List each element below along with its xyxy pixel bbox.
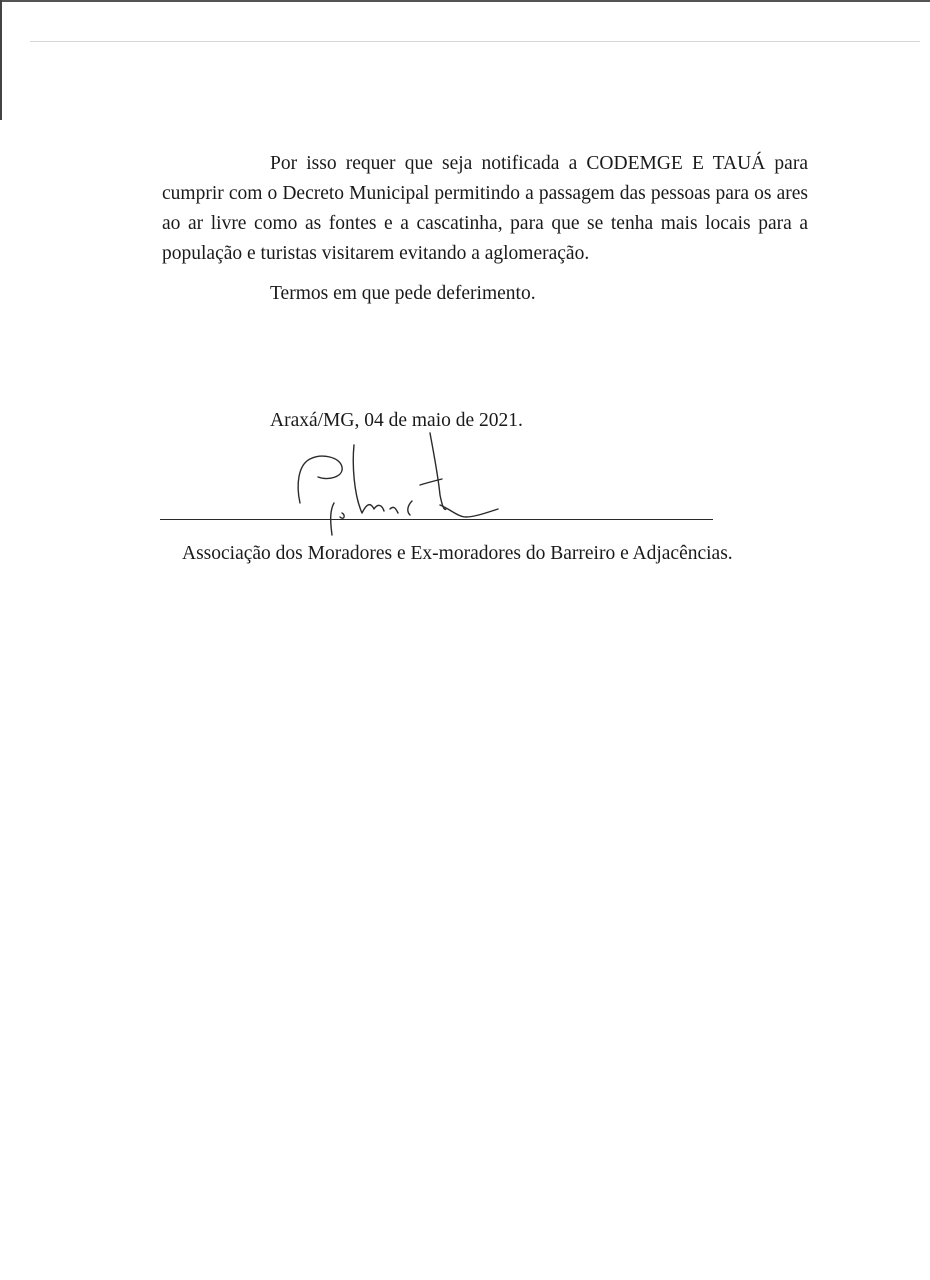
scan-artifact-line bbox=[30, 41, 920, 42]
scan-edge-top bbox=[0, 0, 930, 2]
request-paragraph: Por isso requer que seja notificada a CODEMGE E TAUÁ para cumprir com o Decreto Municipal permitindo a passagem das pessoas para os ares ao ar livre como as fontes e a cascatinha, para que se tenha mais locais para a população e turistas visitarem evitando a aglomeração. bbox=[162, 153, 808, 264]
handwritten-signature-icon bbox=[290, 425, 510, 550]
signature-line bbox=[160, 519, 713, 520]
scan-edge-left bbox=[0, 0, 2, 120]
signatory-name: Associação dos Moradores e Ex-moradores do Barreiro e Adjacências. bbox=[182, 543, 733, 564]
closing-statement: Termos em que pede deferimento. bbox=[270, 283, 536, 304]
place-date-line: Araxá/MG, 04 de maio de 2021. bbox=[270, 410, 523, 431]
